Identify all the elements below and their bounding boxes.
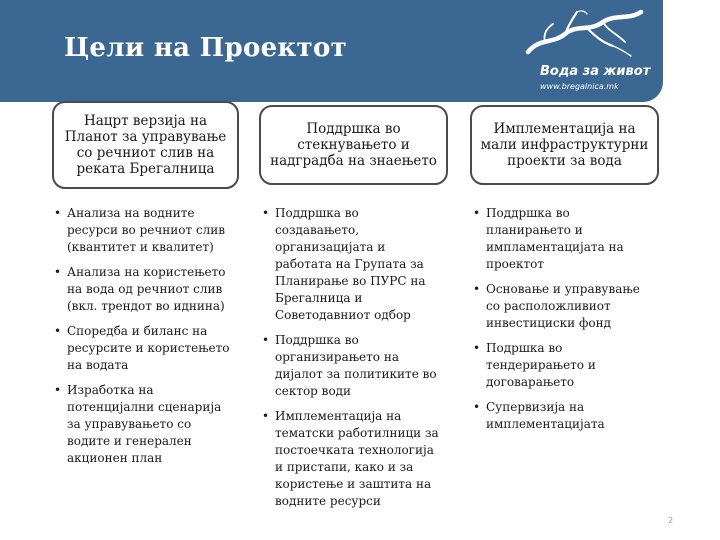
logo-url: www.bregalnica.mk — [540, 82, 619, 91]
bullet-item: • Подршка во тендерирањето и договарањето — [473, 340, 663, 391]
column-3-heading-box: Имплементација на мали инфраструктурни проекти за вода — [470, 105, 659, 185]
bullet-item: • Поддршка во создавањето, организацијата и работата на Групата за Планирање во ПУРС на Брегалница и Советодавниот одбор — [262, 205, 458, 324]
column-2-heading-box: Поддршка во стекнувањето и надградба на знаењето — [259, 105, 448, 185]
bullet-item: • Изработка на потенцијални сценарија за управувањето со водите и генерален акционен план — [54, 382, 240, 467]
river-tree-icon — [525, 8, 645, 64]
logo-name: Вода за живот — [540, 64, 651, 79]
column-1-bullet-list — [54, 205, 240, 475]
page-number: 2 — [668, 516, 674, 525]
bullet-item: • Супервизија на имплементацијата — [473, 399, 663, 433]
bullet-item: • Поддршка во организирањето на дијалот за политиките во сектор води — [262, 332, 458, 400]
logo — [525, 8, 655, 100]
bullet-item: • Анализа на водните ресурси во речниот слив (квантитет и квалитет) — [54, 205, 240, 256]
header-banner — [0, 0, 663, 102]
column-3-bullet-list — [473, 205, 663, 441]
bullet-item: • Споредба и биланс на ресурсите и користењето на водата — [54, 323, 240, 374]
page-title: Цели на Проектот — [64, 33, 348, 63]
column-2-bullet-list — [262, 205, 458, 518]
bullet-item: • Имплементација на тематски работилници за постоечката технологија и пристапи, како и за користење и заштита на водните ресурси — [262, 408, 458, 510]
bullet-item: • Анализа на користењето на вода од речниот слив (вкл. трендот во иднина) — [54, 264, 240, 315]
bullet-item: • Основање и управување со расположливиот инвестициски фонд — [473, 281, 663, 332]
bullet-item: • Поддршка во планирањето и импламентацијата на проектот — [473, 205, 663, 273]
column-1-heading-box: Нацрт верзија на Планот за управување со речниот слив на реката Брегалница — [52, 101, 239, 189]
